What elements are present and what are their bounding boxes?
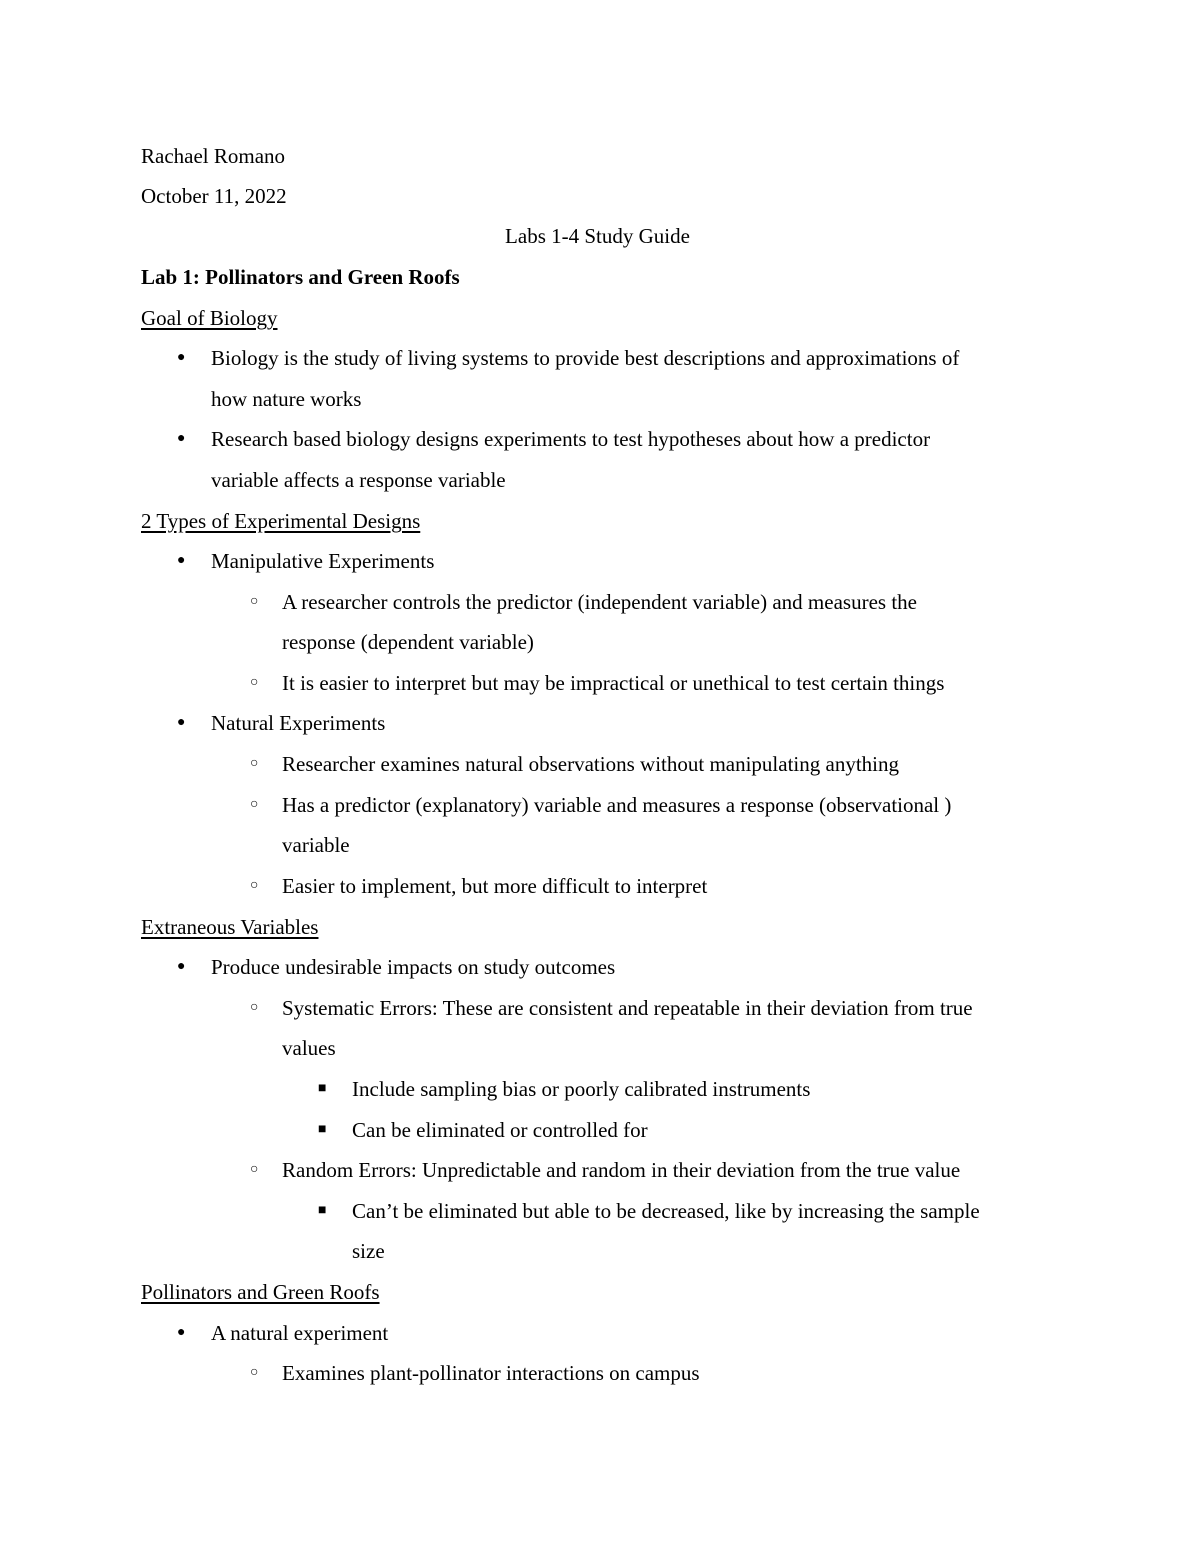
extraneous-variables-heading: Extraneous Variables: [141, 915, 319, 939]
bullet-text-continued: how nature works: [211, 387, 362, 411]
bullet-dot-icon: ●: [177, 1325, 186, 1340]
bullet-circle-icon: ○: [250, 797, 259, 812]
bullet-text: Produce undesirable impacts on study outcomes: [211, 955, 616, 979]
sub-bullet-text-continued: response (dependent variable): [282, 630, 534, 654]
bullet-square-icon: ■: [318, 1122, 327, 1137]
document-date: October 11, 2022: [141, 184, 287, 208]
pollinators-heading: Pollinators and Green Roofs: [141, 1280, 380, 1304]
bullet-text: Research based biology designs experiments to test hypotheses about how a predictor: [211, 427, 931, 451]
bullet-circle-icon: ○: [250, 1365, 259, 1380]
sub-bullet-text-continued: values: [282, 1036, 336, 1060]
lab1-heading: Lab 1: Pollinators and Green Roofs: [141, 265, 460, 289]
bullet-dot-icon: ●: [177, 553, 186, 568]
bullet-circle-icon: ○: [250, 1162, 259, 1177]
sub-bullet-text-continued: variable: [282, 833, 350, 857]
sub-bullet-text: It is easier to interpret but may be impractical or unethical to test certain things: [282, 671, 945, 695]
bullet-dot-icon: ●: [177, 715, 186, 730]
author-name: Rachael Romano: [141, 144, 286, 168]
sub-sub-bullet-text: Can be eliminated or controlled for: [352, 1118, 648, 1142]
sub-bullet-text: Has a predictor (explanatory) variable and measures a response (observational ): [282, 793, 952, 817]
bullet-circle-icon: ○: [250, 675, 259, 690]
sub-bullet-text: A researcher controls the predictor (independent variable) and measures the: [282, 590, 917, 614]
bullet-circle-icon: ○: [250, 1000, 259, 1015]
sub-bullet-text: Researcher examines natural observations without manipulating anything: [282, 752, 899, 776]
sub-bullet-text: Easier to implement, but more difficult to interpret: [282, 874, 708, 898]
document-title: Labs 1-4 Study Guide: [505, 224, 690, 248]
sub-bullet-text: Examines plant-pollinator interactions on campus: [282, 1361, 700, 1385]
bullet-text: Natural Experiments: [211, 711, 386, 735]
bullet-circle-icon: ○: [250, 878, 259, 893]
sub-sub-bullet-text: Include sampling bias or poorly calibrated instruments: [352, 1077, 811, 1101]
goal-of-biology-heading: Goal of Biology: [141, 306, 278, 330]
bullet-circle-icon: ○: [250, 594, 259, 609]
sub-bullet-text: Systematic Errors: These are consistent and repeatable in their deviation from true: [282, 996, 973, 1020]
bullet-text-continued: variable affects a response variable: [211, 468, 506, 492]
bullet-dot-icon: ●: [177, 431, 186, 446]
bullet-dot-icon: ●: [177, 350, 186, 365]
bullet-dot-icon: ●: [177, 959, 186, 974]
bullet-square-icon: ■: [318, 1203, 327, 1218]
sub-sub-bullet-text-continued: size: [352, 1239, 385, 1263]
bullet-text: A natural experiment: [211, 1321, 389, 1345]
experimental-designs-heading: 2 Types of Experimental Designs: [141, 509, 421, 533]
bullet-square-icon: ■: [318, 1081, 327, 1096]
bullet-circle-icon: ○: [250, 756, 259, 771]
sub-bullet-text: Random Errors: Unpredictable and random in their deviation from the true value: [282, 1158, 961, 1182]
sub-sub-bullet-text: Can’t be eliminated but able to be decreased, like by increasing the sample: [352, 1199, 980, 1223]
bullet-text: Manipulative Experiments: [211, 549, 435, 573]
bullet-text: Biology is the study of living systems to provide best descriptions and approximations of: [211, 346, 960, 370]
